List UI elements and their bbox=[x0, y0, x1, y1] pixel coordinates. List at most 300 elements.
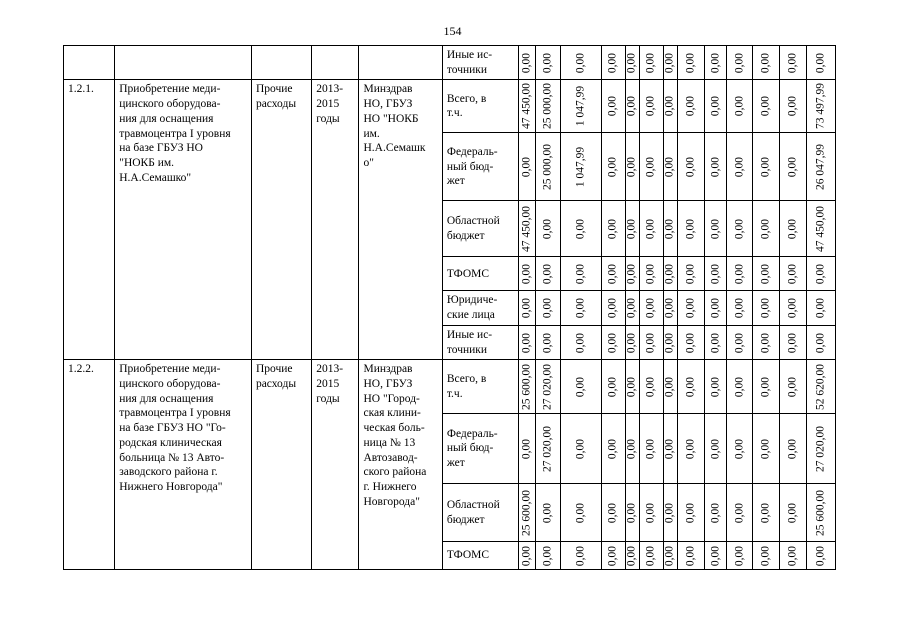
amount-cell bbox=[753, 542, 780, 570]
amount-cell bbox=[561, 46, 601, 80]
amount-cell bbox=[536, 291, 561, 325]
source-label: Областной бюджет bbox=[442, 484, 518, 542]
amount-value: 0,00 bbox=[625, 156, 638, 177]
amount-cell bbox=[536, 325, 561, 359]
amount-value: 0,00 bbox=[760, 502, 773, 523]
amount-cell bbox=[663, 201, 677, 257]
table-row bbox=[64, 80, 857, 133]
amount-value: 0,00 bbox=[574, 502, 587, 523]
amount-cell bbox=[519, 257, 536, 291]
amount-cell bbox=[780, 291, 806, 325]
amount-cell bbox=[639, 133, 663, 201]
amount-value: 0,00 bbox=[645, 52, 657, 73]
amount-cell bbox=[780, 133, 806, 201]
amount-cell bbox=[601, 325, 625, 359]
amount-value: 0,00 bbox=[709, 502, 722, 523]
amount-value: 0,00 bbox=[574, 332, 587, 353]
amount-cell bbox=[625, 46, 639, 80]
amount-cell bbox=[727, 46, 753, 80]
amount-cell bbox=[705, 542, 727, 570]
amount-cell bbox=[677, 484, 704, 542]
amount-value: 0,00 bbox=[574, 438, 587, 459]
amount-value: 0,00 bbox=[606, 332, 619, 353]
amount-cell bbox=[536, 542, 561, 570]
amount-value: 0,00 bbox=[709, 156, 722, 177]
amount-cell bbox=[663, 46, 677, 80]
amount-value: 0,00 bbox=[709, 332, 722, 353]
amount-cell bbox=[727, 360, 753, 414]
amount-value: 0,00 bbox=[664, 156, 677, 177]
amount-value: 0,00 bbox=[606, 52, 619, 73]
amount-value: 0,00 bbox=[786, 218, 799, 239]
amount-cell bbox=[780, 360, 806, 414]
amount-value: 0,00 bbox=[625, 376, 638, 397]
amount-cell bbox=[727, 257, 753, 291]
amount-value: 0,00 bbox=[542, 218, 555, 239]
amount-value: 1 047,99 bbox=[574, 86, 587, 127]
budget-table bbox=[63, 45, 857, 570]
amount-cell bbox=[519, 291, 536, 325]
amount-value: 0,00 bbox=[760, 156, 773, 177]
amount-cell bbox=[561, 325, 601, 359]
amount-cell bbox=[806, 133, 835, 201]
empty-cell bbox=[359, 46, 442, 80]
empty-cell bbox=[115, 46, 252, 80]
amount-value: 0,00 bbox=[625, 438, 638, 459]
amount-cell bbox=[727, 201, 753, 257]
amount-value: 0,00 bbox=[645, 156, 657, 177]
amount-value: 47 450,00 bbox=[814, 205, 827, 252]
amount-value: 25 600,00 bbox=[520, 363, 533, 410]
amount-value: 0,00 bbox=[786, 545, 799, 566]
amount-cell bbox=[519, 133, 536, 201]
amount-cell bbox=[705, 360, 727, 414]
amount-value: 0,00 bbox=[664, 438, 677, 459]
amount-value: 0,00 bbox=[814, 332, 827, 353]
amount-cell bbox=[519, 80, 536, 133]
amount-cell bbox=[536, 414, 561, 484]
amount-cell bbox=[663, 414, 677, 484]
amount-cell bbox=[639, 484, 663, 542]
amount-cell bbox=[601, 542, 625, 570]
amount-value: 0,00 bbox=[606, 502, 619, 523]
amount-cell bbox=[561, 133, 601, 201]
amount-value: 0,00 bbox=[606, 438, 619, 459]
amount-cell bbox=[536, 360, 561, 414]
amount-value: 0,00 bbox=[709, 545, 722, 566]
amount-cell bbox=[601, 133, 625, 201]
amount-value: 0,00 bbox=[760, 218, 773, 239]
amount-cell bbox=[536, 80, 561, 133]
amount-cell bbox=[625, 414, 639, 484]
amount-value: 0,00 bbox=[684, 438, 697, 459]
amount-cell bbox=[727, 542, 753, 570]
amount-cell bbox=[677, 80, 704, 133]
amount-cell bbox=[561, 291, 601, 325]
source-label: Областной бюджет bbox=[442, 201, 518, 257]
amount-value: 0,00 bbox=[733, 502, 746, 523]
amount-value: 0,00 bbox=[760, 263, 773, 284]
amount-cell bbox=[780, 542, 806, 570]
amount-value: 0,00 bbox=[574, 263, 587, 284]
amount-cell bbox=[625, 257, 639, 291]
amount-value: 0,00 bbox=[786, 298, 799, 319]
amount-value: 0,00 bbox=[733, 218, 746, 239]
amount-value: 0,00 bbox=[645, 376, 657, 397]
amount-cell bbox=[601, 484, 625, 542]
amount-value: 0,00 bbox=[606, 298, 619, 319]
amount-value: 26 047,99 bbox=[814, 143, 827, 190]
amount-value: 0,00 bbox=[574, 52, 587, 73]
amount-value: 0,00 bbox=[664, 502, 677, 523]
expense-type: Прочие расходы bbox=[251, 80, 311, 360]
amount-value: 0,00 bbox=[542, 332, 555, 353]
amount-cell bbox=[727, 291, 753, 325]
source-label: Иные ис- точники bbox=[442, 46, 518, 80]
amount-value: 27 020,00 bbox=[542, 425, 555, 472]
amount-value: 27 020,00 bbox=[542, 363, 555, 410]
amount-value: 0,00 bbox=[520, 156, 533, 177]
amount-cell bbox=[705, 291, 727, 325]
amount-cell bbox=[780, 484, 806, 542]
amount-value: 0,00 bbox=[733, 96, 746, 117]
amount-value: 0,00 bbox=[606, 376, 619, 397]
amount-cell bbox=[727, 133, 753, 201]
years-period: 2013- 2015 годы bbox=[312, 360, 359, 570]
amount-value: 1 047,99 bbox=[574, 146, 587, 188]
amount-value: 0,00 bbox=[520, 52, 533, 73]
amount-value: 52 620,00 bbox=[814, 363, 827, 410]
amount-value: 0,00 bbox=[760, 545, 773, 566]
amount-cell bbox=[753, 484, 780, 542]
amount-value: 0,00 bbox=[760, 332, 773, 353]
amount-cell bbox=[561, 257, 601, 291]
amount-value: 0,00 bbox=[760, 298, 773, 319]
amount-value: 0,00 bbox=[709, 376, 722, 397]
amount-cell bbox=[753, 46, 780, 80]
amount-cell bbox=[519, 414, 536, 484]
amount-value: 0,00 bbox=[625, 263, 638, 284]
amount-value: 0,00 bbox=[786, 156, 799, 177]
amount-cell bbox=[519, 360, 536, 414]
amount-cell bbox=[806, 291, 835, 325]
item-number: 1.2.2. bbox=[64, 360, 115, 570]
amount-cell bbox=[806, 325, 835, 359]
amount-value: 0,00 bbox=[786, 96, 799, 117]
amount-value: 0,00 bbox=[645, 545, 657, 566]
amount-value: 0,00 bbox=[760, 438, 773, 459]
amount-value: 0,00 bbox=[664, 332, 677, 353]
amount-cell bbox=[753, 360, 780, 414]
amount-cell bbox=[727, 484, 753, 542]
amount-value: 25 600,00 bbox=[814, 489, 827, 536]
amount-value: 0,00 bbox=[542, 545, 555, 566]
amount-value: 73 497,99 bbox=[814, 83, 827, 130]
amount-cell bbox=[601, 80, 625, 133]
amount-cell bbox=[519, 325, 536, 359]
empty-cell bbox=[312, 46, 359, 80]
amount-value: 0,00 bbox=[542, 52, 555, 73]
amount-cell bbox=[663, 484, 677, 542]
amount-cell bbox=[753, 257, 780, 291]
page-number: 154 bbox=[443, 24, 462, 38]
amount-value: 0,00 bbox=[645, 96, 657, 117]
amount-cell bbox=[806, 46, 835, 80]
amount-cell bbox=[705, 484, 727, 542]
amount-cell bbox=[705, 414, 727, 484]
amount-value: 0,00 bbox=[664, 52, 677, 73]
amount-value: 0,00 bbox=[625, 545, 638, 566]
amount-value: 0,00 bbox=[625, 96, 638, 117]
amount-cell bbox=[601, 291, 625, 325]
amount-value: 0,00 bbox=[733, 263, 746, 284]
amount-value: 0,00 bbox=[709, 438, 722, 459]
amount-cell bbox=[780, 46, 806, 80]
amount-value: 0,00 bbox=[625, 298, 638, 319]
amount-value: 25 600,00 bbox=[520, 489, 533, 536]
amount-value: 0,00 bbox=[709, 218, 722, 239]
amount-cell bbox=[519, 201, 536, 257]
amount-value: 0,00 bbox=[664, 545, 677, 566]
amount-value: 0,00 bbox=[520, 545, 533, 566]
amount-value: 47 450,00 bbox=[520, 83, 533, 130]
amount-cell bbox=[601, 414, 625, 484]
amount-value: 0,00 bbox=[684, 52, 697, 73]
amount-cell bbox=[625, 291, 639, 325]
amount-cell bbox=[663, 80, 677, 133]
source-label: Юридиче- ские лица bbox=[442, 291, 518, 325]
amount-value: 0,00 bbox=[606, 96, 619, 117]
amount-cell bbox=[601, 360, 625, 414]
amount-cell bbox=[561, 414, 601, 484]
amount-value: 0,00 bbox=[733, 332, 746, 353]
source-label: Всего, в т.ч. bbox=[442, 360, 518, 414]
amount-value: 47 450,00 bbox=[520, 205, 533, 252]
amount-value: 0,00 bbox=[786, 502, 799, 523]
amount-cell bbox=[639, 80, 663, 133]
amount-cell bbox=[753, 201, 780, 257]
amount-value: 0,00 bbox=[760, 96, 773, 117]
amount-cell bbox=[780, 325, 806, 359]
amount-cell bbox=[561, 484, 601, 542]
amount-cell bbox=[639, 414, 663, 484]
amount-value: 0,00 bbox=[684, 96, 697, 117]
amount-cell bbox=[625, 80, 639, 133]
amount-cell bbox=[639, 201, 663, 257]
amount-cell bbox=[561, 360, 601, 414]
executor: Минздрав НО, ГБУЗ НО "Город- ская клини- ческая боль- ница № 13 Автозавод- ского района г. Нижнего Новгорода" bbox=[359, 360, 442, 570]
amount-value: 0,00 bbox=[625, 218, 638, 239]
amount-cell bbox=[806, 414, 835, 484]
amount-cell bbox=[639, 291, 663, 325]
amount-value: 0,00 bbox=[709, 52, 722, 73]
amount-cell bbox=[753, 291, 780, 325]
amount-cell bbox=[601, 257, 625, 291]
amount-cell bbox=[705, 80, 727, 133]
amount-cell bbox=[705, 46, 727, 80]
source-label: ТФОМС bbox=[442, 257, 518, 291]
amount-value: 0,00 bbox=[606, 156, 619, 177]
amount-value: 0,00 bbox=[664, 218, 677, 239]
amount-value: 0,00 bbox=[786, 438, 799, 459]
amount-value: 0,00 bbox=[664, 376, 677, 397]
amount-value: 0,00 bbox=[645, 502, 657, 523]
amount-cell bbox=[663, 291, 677, 325]
source-label: ТФОМС bbox=[442, 542, 518, 570]
amount-cell bbox=[663, 133, 677, 201]
amount-value: 0,00 bbox=[645, 332, 657, 353]
empty-cell bbox=[251, 46, 311, 80]
amount-value: 0,00 bbox=[574, 218, 587, 239]
amount-cell bbox=[561, 542, 601, 570]
amount-value: 0,00 bbox=[684, 298, 697, 319]
amount-cell bbox=[519, 46, 536, 80]
empty-cell bbox=[64, 46, 115, 80]
amount-value: 0,00 bbox=[520, 438, 533, 459]
amount-cell bbox=[677, 542, 704, 570]
amount-value: 0,00 bbox=[709, 263, 722, 284]
amount-cell bbox=[705, 325, 727, 359]
amount-cell bbox=[806, 484, 835, 542]
amount-value: 25 000,00 bbox=[542, 83, 555, 130]
amount-cell bbox=[625, 542, 639, 570]
amount-value: 0,00 bbox=[542, 502, 555, 523]
amount-value: 0,00 bbox=[664, 263, 677, 284]
amount-cell bbox=[677, 201, 704, 257]
amount-value: 0,00 bbox=[542, 298, 555, 319]
amount-value: 0,00 bbox=[684, 156, 697, 177]
source-label: Всего, в т.ч. bbox=[442, 80, 518, 133]
amount-value: 0,00 bbox=[733, 545, 746, 566]
amount-cell bbox=[639, 46, 663, 80]
amount-cell bbox=[639, 325, 663, 359]
amount-value: 0,00 bbox=[733, 298, 746, 319]
amount-cell bbox=[727, 414, 753, 484]
amount-value: 0,00 bbox=[786, 52, 799, 73]
amount-cell bbox=[677, 133, 704, 201]
amount-cell bbox=[705, 257, 727, 291]
amount-cell bbox=[705, 133, 727, 201]
amount-value: 0,00 bbox=[645, 263, 657, 284]
amount-cell bbox=[536, 133, 561, 201]
amount-cell bbox=[561, 201, 601, 257]
amount-value: 0,00 bbox=[542, 263, 555, 284]
amount-value: 0,00 bbox=[684, 218, 697, 239]
amount-cell bbox=[639, 257, 663, 291]
amount-cell bbox=[536, 257, 561, 291]
amount-cell bbox=[625, 360, 639, 414]
amount-value: 0,00 bbox=[814, 263, 827, 284]
amount-value: 0,00 bbox=[814, 52, 827, 73]
amount-cell bbox=[601, 46, 625, 80]
amount-value: 0,00 bbox=[684, 263, 697, 284]
item-name: Приобретение меди- цинского оборудова- ния для оснащения травмоцентра I уровня на базе ГБУЗ НО "НОКБ им. Н.А.Семашко" bbox=[115, 80, 252, 360]
amount-value: 0,00 bbox=[733, 376, 746, 397]
amount-cell bbox=[780, 414, 806, 484]
amount-cell bbox=[780, 80, 806, 133]
amount-value: 0,00 bbox=[684, 502, 697, 523]
item-number: 1.2.1. bbox=[64, 80, 115, 360]
amount-value: 0,00 bbox=[625, 502, 638, 523]
amount-cell bbox=[753, 414, 780, 484]
amount-cell bbox=[519, 484, 536, 542]
amount-value: 0,00 bbox=[520, 263, 533, 284]
amount-value: 0,00 bbox=[786, 376, 799, 397]
amount-value: 0,00 bbox=[664, 96, 677, 117]
amount-cell bbox=[806, 360, 835, 414]
expense-type: Прочие расходы bbox=[251, 360, 311, 570]
amount-value: 0,00 bbox=[814, 545, 827, 566]
amount-value: 0,00 bbox=[760, 52, 773, 73]
amount-cell bbox=[677, 291, 704, 325]
source-label: Федераль- ный бюд- жет bbox=[442, 414, 518, 484]
source-label: Федераль- ный бюд- жет bbox=[442, 133, 518, 201]
amount-cell bbox=[625, 201, 639, 257]
amount-value: 0,00 bbox=[625, 332, 638, 353]
amount-cell bbox=[806, 201, 835, 257]
amount-value: 0,00 bbox=[645, 438, 657, 459]
amount-cell bbox=[519, 542, 536, 570]
amount-cell bbox=[625, 484, 639, 542]
amount-value: 0,00 bbox=[606, 263, 619, 284]
amount-value: 0,00 bbox=[645, 218, 657, 239]
amount-cell bbox=[677, 257, 704, 291]
amount-cell bbox=[705, 201, 727, 257]
amount-cell bbox=[663, 257, 677, 291]
amount-value: 0,00 bbox=[645, 298, 657, 319]
amount-value: 0,00 bbox=[684, 376, 697, 397]
table-row bbox=[64, 360, 857, 414]
amount-cell bbox=[753, 80, 780, 133]
table-row bbox=[64, 46, 857, 80]
amount-value: 0,00 bbox=[760, 376, 773, 397]
amount-cell bbox=[536, 484, 561, 542]
amount-value: 0,00 bbox=[520, 332, 533, 353]
amount-cell bbox=[753, 325, 780, 359]
amount-value: 0,00 bbox=[625, 52, 638, 73]
amount-value: 0,00 bbox=[574, 545, 587, 566]
amount-cell bbox=[663, 542, 677, 570]
amount-value: 0,00 bbox=[709, 298, 722, 319]
amount-value: 0,00 bbox=[574, 298, 587, 319]
amount-cell bbox=[727, 80, 753, 133]
amount-value: 0,00 bbox=[684, 332, 697, 353]
amount-cell bbox=[625, 133, 639, 201]
amount-value: 0,00 bbox=[664, 298, 677, 319]
amount-cell bbox=[601, 201, 625, 257]
amount-value: 0,00 bbox=[520, 298, 533, 319]
amount-value: 0,00 bbox=[733, 438, 746, 459]
amount-cell bbox=[625, 325, 639, 359]
years-period: 2013- 2015 годы bbox=[312, 80, 359, 360]
amount-cell bbox=[677, 414, 704, 484]
amount-value: 0,00 bbox=[606, 545, 619, 566]
amount-value: 0,00 bbox=[814, 298, 827, 319]
amount-cell bbox=[806, 257, 835, 291]
amount-value: 0,00 bbox=[733, 156, 746, 177]
amount-value: 27 020,00 bbox=[814, 425, 827, 472]
amount-value: 0,00 bbox=[733, 52, 746, 73]
amount-cell bbox=[780, 201, 806, 257]
amount-cell bbox=[677, 46, 704, 80]
amount-value: 0,00 bbox=[574, 376, 587, 397]
amount-cell bbox=[561, 80, 601, 133]
amount-cell bbox=[727, 325, 753, 359]
amount-cell bbox=[677, 325, 704, 359]
amount-value: 0,00 bbox=[684, 545, 697, 566]
amount-cell bbox=[639, 360, 663, 414]
amount-value: 0,00 bbox=[786, 332, 799, 353]
